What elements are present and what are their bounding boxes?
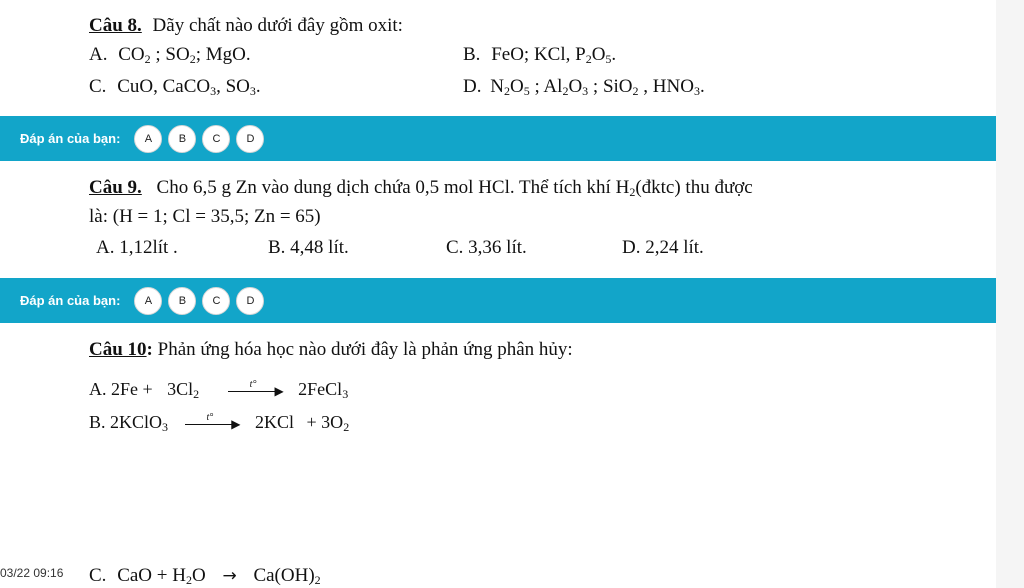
- q8-option-a-text: ; SO: [150, 44, 190, 65]
- q8-option-c-text: , SO: [216, 76, 250, 97]
- q9-option-d: D. 2,24 lít.: [622, 237, 704, 258]
- q8-option-b-text: FeO; KCl, P: [491, 44, 586, 65]
- sub: 3: [210, 84, 217, 98]
- q10-option-b-key: B. 2KClO: [89, 412, 163, 432]
- q10-option-c-reactant: O: [191, 565, 206, 586]
- q8-option-c-text: .: [255, 76, 261, 97]
- reaction-arrow: t° ▶: [228, 385, 284, 397]
- simple-arrow-icon: →: [222, 566, 237, 586]
- arrow-condition: t°: [206, 411, 214, 423]
- sub: 3: [162, 420, 169, 434]
- q8-text: Dãy chất nào dưới đây gồm oxit:: [152, 15, 403, 36]
- timestamp: 03/22 09:16: [0, 566, 64, 580]
- q8-option-d-text: , HNO: [638, 76, 694, 97]
- q8-label: Câu 8.: [89, 15, 142, 36]
- sub: 2: [629, 185, 636, 199]
- answer-choice-d[interactable]: D: [236, 125, 264, 153]
- sub: 3: [693, 84, 700, 98]
- q10-option-b-product: + 3O: [306, 412, 344, 432]
- q10-option-c-key: C.: [89, 565, 107, 586]
- q8-title: [89, 14, 403, 38]
- q10-option-a-key: A. 2Fe +: [89, 379, 153, 399]
- arrow-condition: t°: [249, 378, 257, 390]
- sub: 2: [185, 573, 192, 587]
- q9-text: Cho 6,5 g Zn vào dung dịch chứa 0,5 mol HCl. Thể tích khí H: [156, 177, 630, 198]
- q10-title: [89, 338, 573, 362]
- q10-option-c-product: Ca(OH): [253, 565, 315, 586]
- q8-option-d-text: O: [509, 76, 524, 97]
- answer-bar-label: Đáp án của bạn:: [20, 293, 121, 308]
- sub: 2: [562, 84, 569, 98]
- q9-option-c: C. 3,36 lít.: [446, 237, 527, 258]
- answer-choice-a[interactable]: A: [134, 125, 162, 153]
- sub: 5: [523, 84, 530, 98]
- answer-choice-c[interactable]: C: [202, 125, 230, 153]
- q10-colon: :: [146, 339, 153, 360]
- q9-option-a: A. 1,12lít .: [96, 237, 178, 258]
- q10-option-c-reactant: CaO + H: [117, 565, 186, 586]
- q8-option-c-text: CuO, CaCO: [117, 76, 211, 97]
- q10-option-b: [89, 410, 349, 434]
- q10-option-a-reactant: 3Cl: [167, 379, 194, 399]
- q8-option-d-text: ; SiO: [588, 76, 633, 97]
- q8-option-b: [463, 43, 616, 67]
- q9-title: [89, 176, 753, 200]
- q8-option-d-key: D.: [463, 76, 482, 97]
- answer-bar-q9: [0, 278, 996, 323]
- sub: 2: [314, 573, 321, 587]
- right-margin: [996, 0, 1024, 588]
- q8-option-c: [89, 75, 261, 99]
- q9-label: Câu 9.: [89, 177, 142, 198]
- q8-option-a-text: CO: [118, 44, 145, 65]
- sub: 3: [249, 84, 256, 98]
- answer-bar-q8: [0, 116, 996, 161]
- answer-choice-d[interactable]: D: [236, 287, 264, 315]
- q8-option-b-key: B.: [463, 44, 481, 65]
- sub: 3: [342, 387, 349, 401]
- answer-choice-c[interactable]: C: [202, 287, 230, 315]
- q8-option-a-key: A.: [89, 44, 108, 65]
- answer-choice-b[interactable]: B: [168, 287, 196, 315]
- q8-option-a-text: ; MgO.: [195, 44, 251, 65]
- sub: 2: [503, 84, 510, 98]
- q8-option-b-text: .: [611, 44, 617, 65]
- q8-option-d-text: N: [490, 76, 504, 97]
- reaction-arrow: t° ▶: [185, 418, 241, 430]
- answer-choice-a[interactable]: A: [134, 287, 162, 315]
- q8-option-b-text: O: [591, 44, 606, 65]
- q10-option-c: [89, 564, 321, 588]
- q8-option-a: [89, 43, 251, 67]
- sub: 2: [632, 84, 639, 98]
- sub: 2: [343, 420, 350, 434]
- q9-line2: là: (H = 1; Cl = 35,5; Zn = 65): [89, 206, 321, 227]
- q8-option-d-text: .: [699, 76, 705, 97]
- q10-option-a-product: 2FeCl: [298, 379, 343, 399]
- sub: 2: [193, 387, 200, 401]
- q10-option-a: [89, 377, 348, 401]
- q9-option-b: B. 4,48 lít.: [268, 237, 349, 258]
- sub: 3: [582, 84, 589, 98]
- q8-option-d-text: O: [568, 76, 583, 97]
- q8-option-d: [463, 75, 705, 99]
- answer-choice-b[interactable]: B: [168, 125, 196, 153]
- sub: 5: [605, 52, 612, 66]
- q8-option-d-text: ; Al: [529, 76, 563, 97]
- q10-text: Phản ứng hóa học nào dưới đây là phản ứng phân hủy:: [152, 339, 573, 360]
- answer-bar-label: Đáp án của bạn:: [20, 131, 121, 146]
- q8-option-c-key: C.: [89, 76, 107, 97]
- sub: 2: [144, 52, 151, 66]
- q10-option-b-product: 2KCl: [255, 412, 295, 432]
- q9-text: (đktc) thu được: [635, 177, 753, 198]
- sub: 2: [585, 52, 592, 66]
- sub: 2: [189, 52, 196, 66]
- q10-label: Câu 10: [89, 339, 147, 360]
